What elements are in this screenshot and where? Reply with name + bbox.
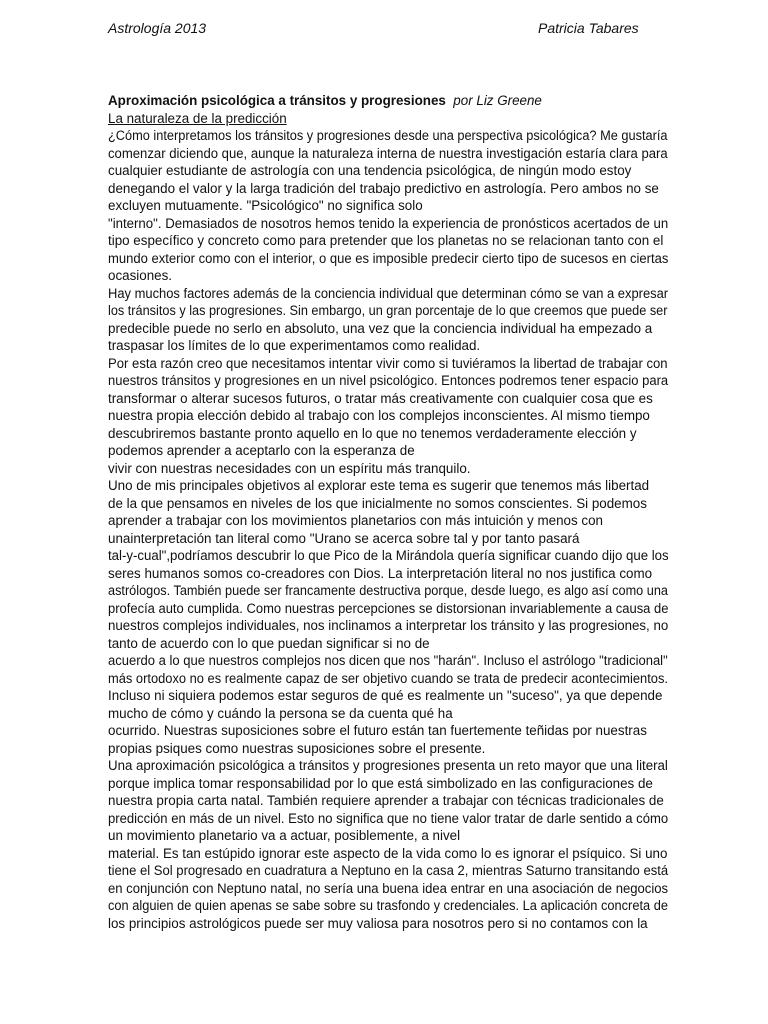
text-line: tanto de acuerdo con lo que puedan significar si no de [108,635,430,651]
text-line: nuestra propia elección debido al trabajo con los complejos inconscientes. Al mismo tiempo [108,408,650,423]
text-line: "interno". Demasiados de nosotros hemos tenido la experiencia de pronósticos acertados de un [108,215,669,231]
text-line: nuestros complejos individuales, nos inclinamos a interpretar los tránsito y las progresiones, no [108,618,669,633]
text-line: mundo exterior como con el interior, o que es imposible predecir cierto tipo de sucesos en ciertas [108,250,669,266]
text-line: acuerdo a lo que nuestros complejos nos dicen que nos "harán". Incluso el astrólogo "tradicional" [108,653,668,668]
text-line: unainterpretación tan literal como "Urano se acerca sobre tal y por tanto pasará [108,530,580,546]
text-line: denegando el valor y la larga tradición del trabajo predictivo en astrología. Pero ambos no se [108,180,659,196]
text-line: descubriremos bastante pronto aquello en lo que no tenemos verdaderamente elección y [108,425,637,441]
header-left: Astrología 2013 [108,20,207,36]
section-subtitle: La naturaleza de la predicción [108,110,287,126]
text-line: mucho de cómo y cuándo la persona se da cuenta qué ha [108,705,453,721]
text-line: aprender a trabajar con los movimientos planetarios con más intuición y menos con [108,513,603,528]
text-line: Uno de mis principales objetivos al explorar este tema es sugerir que tenemos más libertad [108,478,650,493]
text-line: podemos aprender a aceptarlo con la esperanza de [108,443,415,458]
byline: por Liz Greene [453,93,542,108]
text-line: vivir con nuestras necesidades con un espíritu más tranquilo. [108,460,471,476]
text-line: Una aproximación psicológica a tránsitos y progresiones presenta un reto mayor que una literal [108,758,668,773]
text-line: de la que pensamos en niveles de los que inicialmente no somos conscientes. Si podemos [108,495,647,511]
text-line: Incluso ni siquiera podemos estar seguros de qué es realmente un "suceso", ya que depende [108,688,663,703]
text-line: profecía auto cumplida. Como nuestras percepciones se distorsionan invariablemente a causa de [108,600,669,616]
text-line: tiene el Sol progresado en cuadratura a Neptuno en la casa 2, mientras Saturno transitando está [108,863,669,878]
text-line: excluyen mutuamente. "Psicológico" no significa solo [108,198,423,213]
text-line: los tránsitos y las progresiones. Sin embargo, un gran porcentaje de lo que creemos que puede ser [108,303,668,318]
text-line: astrólogos. También puede ser francamente destructiva porque, desde luego, es algo así como una [108,583,668,598]
text-line: Por esta razón creo que necesitamos intentar vivir como si tuviéramos la libertad de trabajar con [108,355,668,371]
text-line: transformar o alterar sucesos futuros, o tratar más creativamente con cualquier cosa que es [108,390,653,406]
text-line: predecible puede no serlo en absoluto, una vez que la conciencia individual ha empezado a [108,320,653,336]
text-line: con alguien de quien apenas se sabe sobre su trasfondo y credenciales. La aplicación concreta de [108,898,668,913]
text-line: seres humanos somos co-creadores con Dios. La interpretación literal no nos justifica como [108,565,653,581]
text-line: predicción en más de un nivel. Esto no significa que no tiene valor tratar de darle sentido a cómo [108,810,669,826]
text-line: ocasiones. [108,268,173,283]
text-line: ¿Cómo interpretamos los tránsitos y progresiones desde una perspectiva psicológica? Me gustaría [108,128,668,143]
text-line: material. Es tan estúpido ignorar este aspecto de la vida como lo es ignorar el psíquico. Si uno [108,845,668,861]
header-right: Patricia Tabares [538,20,639,36]
text-line: cualquier estudiante de astrología con una tendencia psicológica, de ningún modo estoy [108,163,632,178]
text-line: propias psiques como nuestras suposiciones sobre el presente. [108,740,486,756]
text-line: Hay muchos factores además de la conciencia individual que determinan cómo se van a expresar [108,285,669,301]
document-title [108,92,668,110]
text-line: ocurrido. Nuestras suposiciones sobre el futuro están tan fuertemente teñidas por nuestras [108,723,647,738]
text-line: nuestra propia carta natal. También requiere aprender a trabajar con técnicas tradicionales de [108,793,664,808]
text-line: más ortodoxo no es realmente capaz de ser objetivo cuando se trata de predecir acontecimientos. [108,670,668,686]
text-line: un movimiento planetario va a actuar, posiblemente, a nivel [108,828,461,843]
text-line: comenzar diciendo que, aunque la naturaleza interna de nuestra investigación estaría clara para [108,145,668,161]
text-line: los principios astrológicos puede ser muy valiosa para nosotros pero si no contamos con la [108,915,648,931]
text-line: traspasar los límites de lo que experimentamos como realidad. [108,338,481,353]
text-line: en conjunción con Neptuno natal, no sería una buena idea entrar en una asociación de negocios [108,880,669,896]
paragraph-lines [108,127,668,932]
document-body [108,92,668,932]
text-line: tal-y-cual",podríamos descubrir lo que Pico de la Mirándola quería significar cuando dijo que los [108,548,669,563]
text-line: tipo específico y concreto como para pretender que los planetas no se relacionan tanto con el [108,233,664,248]
text-line: porque implica tomar responsabilidad por lo que está simbolizado en las configuraciones de [108,775,653,791]
title-text: Aproximación psicológica a tránsitos y progresiones [108,93,446,108]
text-line: nuestros tránsitos y progresiones en un nivel psicológico. Entonces podremos tener espacio para [108,373,669,388]
